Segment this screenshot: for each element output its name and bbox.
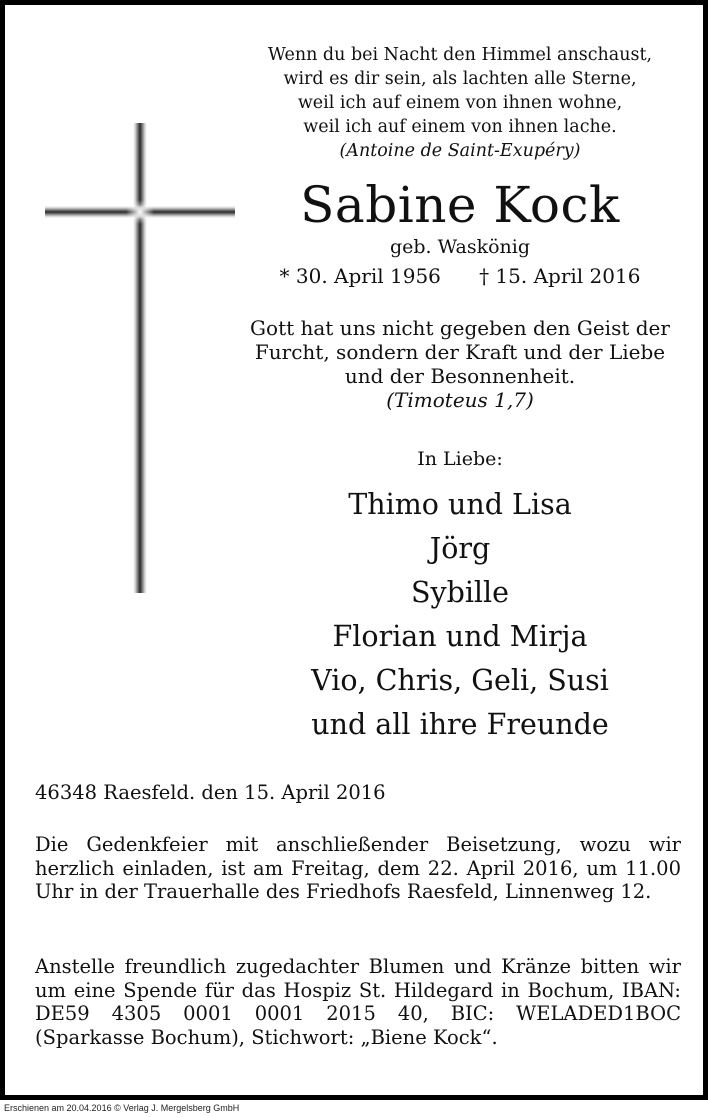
mourner-name: Vio, Chris, Geli, Susi bbox=[311, 664, 609, 697]
quote-line: weil ich auf einem von ihnen wohne, bbox=[297, 93, 623, 113]
quote-line: wird es dir sein, als lachten alle Sterne, bbox=[283, 69, 637, 89]
birth-name: geb. Waskönig bbox=[389, 236, 531, 258]
in-love-heading: In Liebe: bbox=[417, 448, 503, 470]
bible-verse bbox=[210, 316, 708, 412]
life-dates bbox=[210, 263, 708, 289]
publication-footer: Erschienen am 20.04.2016 © Verlag J. Mergelsberg GmbH bbox=[4, 1103, 240, 1113]
birth-date: * 30. April 1956 bbox=[279, 264, 441, 288]
verse-line: Furcht, sondern der Kraft und der Liebe bbox=[254, 340, 666, 364]
mourner-name: und all ihre Freunde bbox=[311, 708, 609, 741]
quote-block bbox=[210, 43, 708, 163]
deceased-name: Sabine Kock bbox=[300, 176, 620, 234]
donation-paragraph: Anstelle freundlich zugedachter Blumen und Kränze bitten wir um eine Spende für das Hospiz St. Hildegard in Bochum, IBAN: DE59 4305 0001 0001 2015 40, BIC: WELADED1BOC (Sparkasse Bochum), Stichwort: „Biene Kock“. bbox=[35, 955, 681, 1049]
mourner-name: Sybille bbox=[410, 576, 510, 609]
cross-icon bbox=[45, 123, 235, 593]
death-date: † 15. April 2016 bbox=[479, 264, 641, 288]
place-and-date: 46348 Raesfeld. den 15. April 2016 bbox=[35, 781, 386, 804]
verse-line: Gott hat uns nicht gegeben den Geist der bbox=[250, 316, 670, 340]
quote-line: Wenn du bei Nacht den Himmel anschaust, bbox=[267, 45, 653, 65]
verse-line: und der Besonnenheit. bbox=[344, 364, 576, 388]
mourners-list bbox=[210, 483, 708, 747]
mourner-name: Florian und Mirja bbox=[332, 620, 588, 653]
quote-line: weil ich auf einem von ihnen lache. bbox=[303, 117, 617, 137]
mourner-name: Thimo und Lisa bbox=[348, 488, 572, 521]
ceremony-paragraph: Die Gedenkfeier mit anschließender Beisetzung, wozu wir herzlich einladen, ist am Freitag, dem 22. April 2016, um 11.00 Uhr in der Trauerhalle des Friedhofs Raesfeld, Linnenweg 12. bbox=[35, 833, 681, 903]
verse-attribution: (Timoteus 1,7) bbox=[386, 388, 534, 412]
mourner-name: Jörg bbox=[429, 532, 491, 565]
quote-attribution: (Antoine de Saint-Exupéry) bbox=[339, 141, 581, 161]
